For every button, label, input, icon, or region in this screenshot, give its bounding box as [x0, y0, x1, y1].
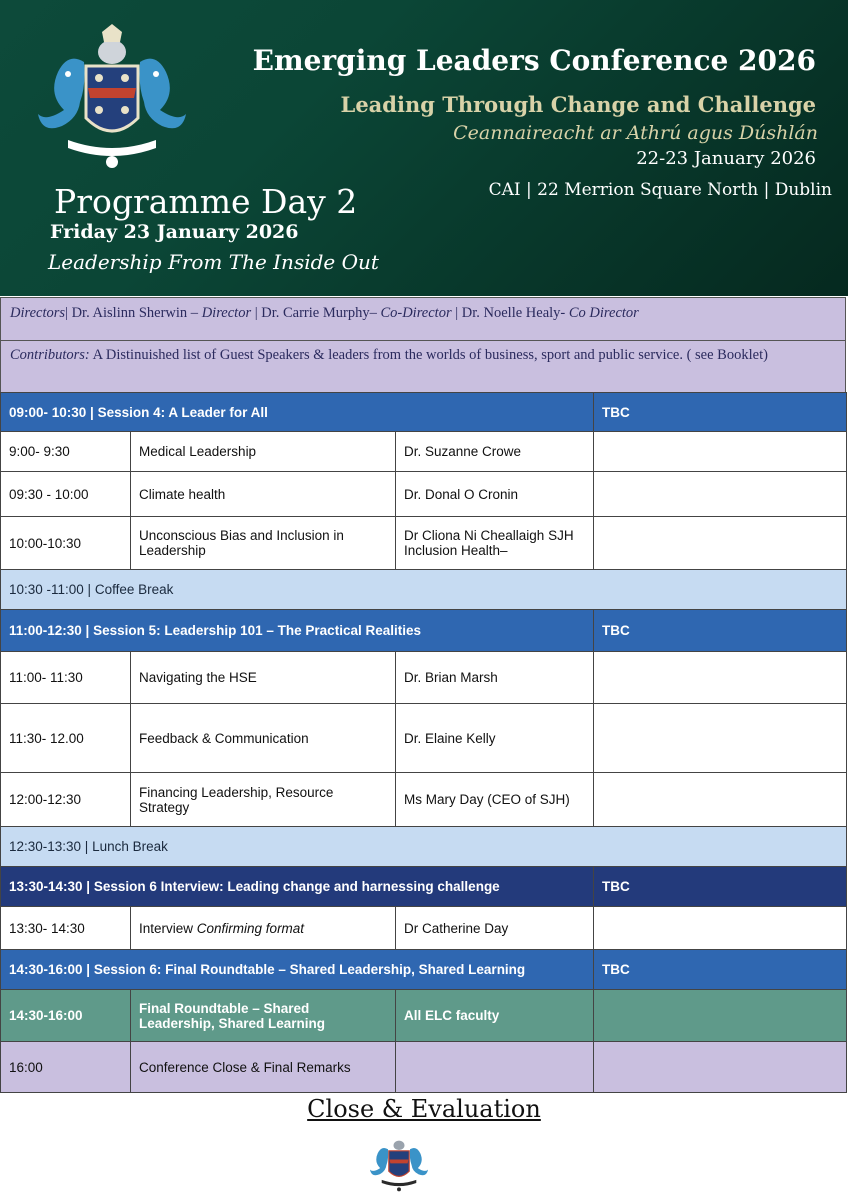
table-row [1, 704, 847, 773]
table-row [1, 432, 847, 472]
row-speaker: Dr. Donal O Cronin [396, 472, 594, 517]
row-speaker: All ELC faculty [396, 990, 594, 1042]
row-time: 11:30- 12.00 [1, 704, 131, 773]
session-status: TBC [594, 393, 847, 432]
row-topic: Financing Leadership, Resource Strategy [131, 773, 396, 827]
table-row [1, 652, 847, 704]
director-1-role: Director [201, 305, 252, 321]
row-time: 09:30 - 10:00 [1, 472, 131, 517]
row-topic: Unconscious Bias and Inclusion in Leadership [131, 517, 396, 570]
director-2-name: | Dr. Carrie Murphy– [251, 305, 381, 321]
irish-subtitle: Ceannaireacht ar Athrú agus Dúshlán [453, 122, 818, 144]
row-topic: Conference Close & Final Remarks [131, 1042, 396, 1093]
directors-label: Directors [10, 305, 66, 321]
table-row [1, 990, 847, 1042]
row-topic-text: Interview [139, 920, 197, 936]
row-speaker: Ms Mary Day (CEO of SJH) [396, 773, 594, 827]
session-status: TBC [594, 950, 847, 990]
row-empty-cell [594, 704, 847, 773]
conference-subtitle: Leading Through Change and Challenge [340, 92, 816, 117]
conference-title: Emerging Leaders Conference 2026 [252, 44, 816, 77]
row-topic: Medical Leadership [131, 432, 396, 472]
programme-theme: Leadership From The Inside Out [48, 250, 379, 274]
row-topic-note: Confirming format [196, 920, 305, 936]
row-empty-cell [594, 1042, 847, 1093]
programme-table [0, 392, 847, 1093]
row-speaker: Dr Cliona Ni Cheallaigh SJH Inclusion Health– [396, 517, 594, 570]
row-empty-cell [594, 472, 847, 517]
row-time: 13:30- 14:30 [1, 907, 131, 950]
session-status: TBC [594, 610, 847, 652]
session-title: 14:30-16:00 | Session 6: Final Roundtable – Shared Leadership, Shared Learning [1, 950, 594, 990]
row-time: 12:00-12:30 [1, 773, 131, 827]
row-topic: Navigating the HSE [131, 652, 396, 704]
row-time: 9:00- 9:30 [1, 432, 131, 472]
contributors-label: Contributors: [10, 347, 90, 363]
row-empty-cell [594, 652, 847, 704]
session-6-roundtable-row [1, 950, 847, 990]
break-title: 10:30 -11:00 | Coffee Break [1, 570, 847, 610]
break-title: 12:30-13:30 | Lunch Break [1, 827, 847, 867]
programme-day: Friday 23 January 2026 [50, 221, 299, 243]
session-status: TBC [594, 867, 847, 907]
row-topic: Final Roundtable – Shared Leadership, Shared Learning [131, 990, 396, 1042]
close-evaluation-heading: Close & Evaluation [307, 1095, 541, 1123]
row-speaker: Dr. Suzanne Crowe [396, 432, 594, 472]
row-speaker: Dr. Brian Marsh [396, 652, 594, 704]
director-3-name: | Dr. Noelle Healy- [451, 305, 569, 321]
table-row [1, 472, 847, 517]
row-time: 14:30-16:00 [1, 990, 131, 1042]
session-4-row [1, 393, 847, 432]
row-time: 10:00-10:30 [1, 517, 131, 570]
contributors-band [0, 340, 846, 393]
programme-heading: Programme Day 2 [54, 182, 358, 221]
header-banner [0, 0, 848, 296]
conference-venue: CAI | 22 Merrion Square North | Dublin [488, 180, 832, 200]
table-row [1, 517, 847, 570]
row-empty-cell [594, 773, 847, 827]
directors-band [0, 297, 846, 341]
conference-dates: 22-23 January 2026 [636, 148, 816, 169]
crest-logo-icon [28, 22, 196, 172]
director-1-name: | Dr. Aislinn Sherwin – [65, 305, 202, 321]
row-topic: Feedback & Communication [131, 704, 396, 773]
director-3-role: Co Director [568, 305, 639, 321]
director-2-role: Co-Director [380, 305, 452, 321]
row-time: 11:00- 11:30 [1, 652, 131, 704]
session-5-row [1, 610, 847, 652]
session-title: 09:00- 10:30 | Session 4: A Leader for All [1, 393, 594, 432]
session-6-interview-row [1, 867, 847, 907]
table-row [1, 1042, 847, 1093]
row-empty-cell [594, 517, 847, 570]
row-speaker [396, 1042, 594, 1093]
row-speaker: Dr Catherine Day [396, 907, 594, 950]
coffee-break-row [1, 570, 847, 610]
row-time: 16:00 [1, 1042, 131, 1093]
contributors-text: A Distinuished list of Guest Speakers & leaders from the worlds of business, sport and public service. ( see Booklet) [89, 347, 768, 363]
row-topic [131, 907, 396, 950]
row-empty-cell [594, 907, 847, 950]
table-row [1, 907, 847, 950]
row-empty-cell [594, 432, 847, 472]
table-row [1, 773, 847, 827]
session-title: 13:30-14:30 | Session 6 Interview: Leading change and harnessing challenge [1, 867, 594, 907]
row-empty-cell [594, 990, 847, 1042]
session-title: 11:00-12:30 | Session 5: Leadership 101 – The Practical Realities [1, 610, 594, 652]
lunch-break-row [1, 827, 847, 867]
crest-logo-small-icon [366, 1130, 432, 1196]
row-speaker: Dr. Elaine Kelly [396, 704, 594, 773]
row-topic: Climate health [131, 472, 396, 517]
